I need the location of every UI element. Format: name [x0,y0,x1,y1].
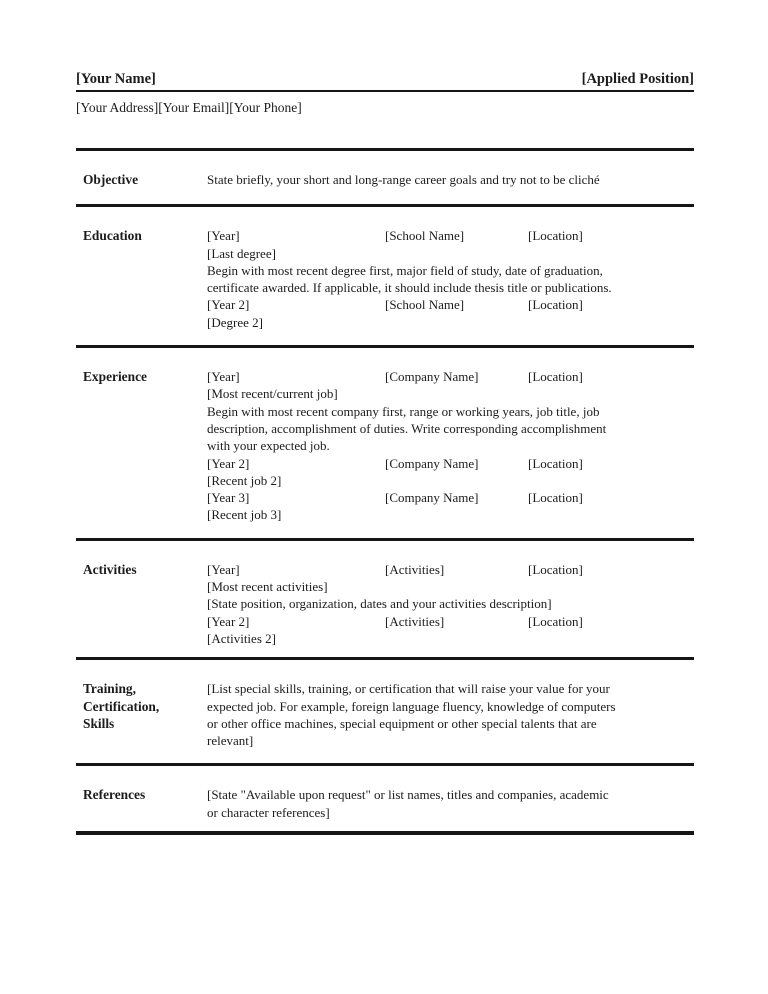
activities-location-cell: [Location] [528,561,583,577]
education-year-cell: [Year] [207,228,240,244]
section-objective [76,148,694,204]
experience-company2-cell: [Company Name] [385,455,479,471]
activities-row-2 [207,613,694,630]
section-label-training: Training, Certification, Skills [83,681,160,731]
activities-content [207,561,694,647]
education-school-cell: [School Name] [385,228,465,244]
section-references [76,763,694,831]
section-label-experience: Experience [83,369,147,385]
objective-body: State briefly, your short and long-range career goals and try not to be cliché [207,172,600,187]
experience-location-cell: [Location] [528,369,583,385]
experience-guidance-line-3: with your expected job. [207,438,330,454]
training-body-line-1: [List special skills, training, or certification that will raise your value for your [207,681,610,697]
training-body-line-2: expected job. For example, foreign language fluency, knowledge of computers [207,698,616,714]
table-bottom-rule [76,831,694,835]
references-body-line-1: [State "Available upon request" or list names, titles and companies, academic [207,787,609,803]
objective-content [207,171,694,188]
header-name-row [76,70,694,92]
references-content [207,786,694,821]
experience-year3-cell: [Year 3] [207,490,250,506]
activities-year2-cell: [Year 2] [207,613,250,629]
training-content [207,680,694,749]
section-training-certification-skills [76,657,694,763]
education-row-2 [207,296,694,313]
education-degree-2: [Degree 2] [207,314,263,330]
resume-sections [76,148,694,835]
experience-guidance-line-1: Begin with most recent company first, range or working years, job title, job [207,403,600,419]
training-body-line-3: or other office machines, special equipment or other special talents that are [207,715,597,731]
activities-2: [Activities 2] [207,630,276,646]
experience-year-cell: [Year] [207,369,240,385]
contact-info-line: [Your Address][Your Email][Your Phone] [76,100,302,115]
resume-document [76,70,694,835]
experience-row-3 [207,489,694,506]
education-guidance-line-1: Begin with most recent degree first, major field of study, date of graduation, [207,262,603,278]
activities-most-recent: [Most recent activities] [207,579,328,595]
activities-name-cell: [Activities] [385,561,445,577]
education-location2-cell: [Location] [528,297,583,313]
experience-recent-job-3: [Recent job 3] [207,507,282,523]
experience-company3-cell: [Company Name] [385,490,479,506]
section-education [76,204,694,345]
resume-header [76,70,694,116]
education-location-cell: [Location] [528,228,583,244]
section-experience [76,345,694,538]
experience-company-cell: [Company Name] [385,369,479,385]
activities-row-1 [207,561,694,578]
experience-content [207,368,694,524]
section-label-education: Education [83,228,142,244]
applied-position-placeholder: [Applied Position] [581,71,694,87]
training-body-line-4: relevant] [207,733,254,749]
experience-location3-cell: [Location] [528,490,583,506]
references-body-line-2: or character references] [207,804,330,820]
experience-row-1 [207,368,694,385]
activities-location2-cell: [Location] [528,613,583,629]
activities-year-cell: [Year] [207,561,240,577]
experience-year2-cell: [Year 2] [207,455,250,471]
education-year2-cell: [Year 2] [207,297,250,313]
activities-name2-cell: [Activities] [385,613,445,629]
education-row-1 [207,227,694,244]
education-guidance-line-2: certificate awarded. If applicable, it should include thesis title or publications. [207,280,612,296]
education-last-degree: [Last degree] [207,245,276,261]
education-content [207,227,694,331]
activities-guidance: [State position, organization, dates and your activities description] [207,596,552,612]
education-school2-cell: [School Name] [385,297,465,313]
section-label-references: References [83,787,146,803]
section-label-objective: Objective [83,172,139,187]
experience-guidance-line-2: description, accomplishment of duties. Write corresponding accomplishment [207,420,607,436]
experience-location2-cell: [Location] [528,455,583,471]
section-activities [76,538,694,657]
your-name-placeholder: [Your Name] [76,71,156,87]
experience-row-2 [207,455,694,472]
experience-current-job: [Most recent/current job] [207,386,338,402]
experience-recent-job-2: [Recent job 2] [207,472,282,488]
section-label-activities: Activities [83,561,137,577]
